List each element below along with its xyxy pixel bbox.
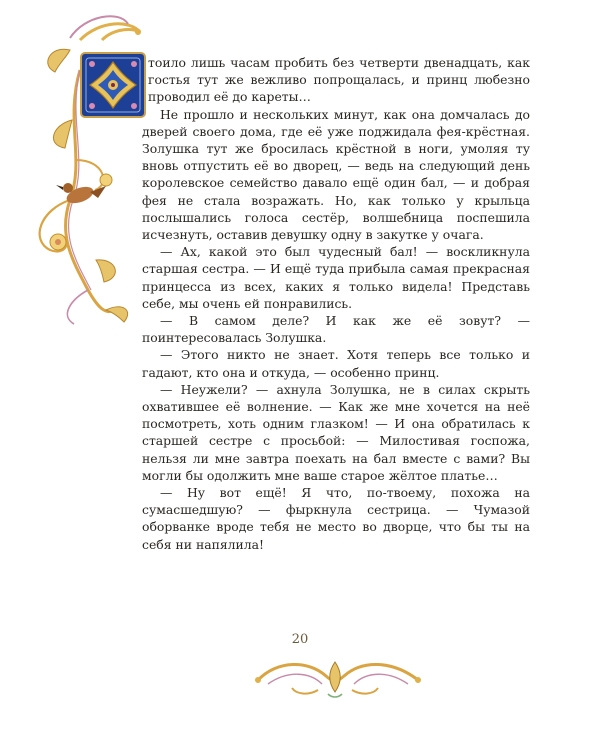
- paragraph-7: — Ну вот ещё! Я что, по-твоему, похожа на сумасшедшую? — фыркнула сестрица. — Чумазой оборванке вроде тебя не место во дворце, что бы ты на себя ни напялила!: [142, 485, 530, 552]
- dropcap-icon: [80, 52, 146, 118]
- paragraph-1: тоило лишь часам пробить без четверти двенадцать, как гостья тут же вежливо попрощалась, и принц любезно проводил её до кареты…: [148, 55, 530, 105]
- paragraph-3: — Ах, какой это был чудесный бал! — воскликнула старшая сестра. — И ещё туда прибыла самая прекрасная принцесса из всех, каких я только видела! Представь себе, мы очень ей понравились.: [142, 244, 530, 311]
- paragraph-4: — В самом деле? И как же её зовут? —поинтересовалась Золушка.: [142, 313, 530, 346]
- paragraph-5: — Этого никто не знает. Хотя теперь все только и гадают, кто она и откуда, — особенно принц.: [142, 347, 530, 380]
- bottom-flourish-icon: [248, 650, 428, 700]
- story-text: [142, 54, 530, 553]
- page-number: 20: [291, 632, 309, 647]
- paragraph-6: — Неужели? — ахнула Золушка, не в силах скрыть охватившее её волнение. — Как же мне хочется на неё посмотреть, хоть одним глазком! — И она обратилась к старшей сестре с просьбой: — Милостивая госпожа, нельзя ли мне завтра поехать на бал вместе с вами? Вы могли бы одолжить мне ваше старое жёлтое платье…: [142, 381, 530, 483]
- paragraph-2: Не прошло и нескольких минут, как она домчалась до дверей своего дома, где её уже поджидала фея-крёстная. Золушка тут же бросилась крёстной в ноги, умоляя ту вновь отпустить её во дворец, — ведь на следующий день королевское семейство давало ещё один бал, — и добрая фея не стала возражать. Но, как только у крыльца послышались голоса сестёр, волшебница поспешила исчезнуть, оставив девушку одну в закутке у очага.: [142, 106, 530, 243]
- illuminated-dropcap: [80, 52, 146, 118]
